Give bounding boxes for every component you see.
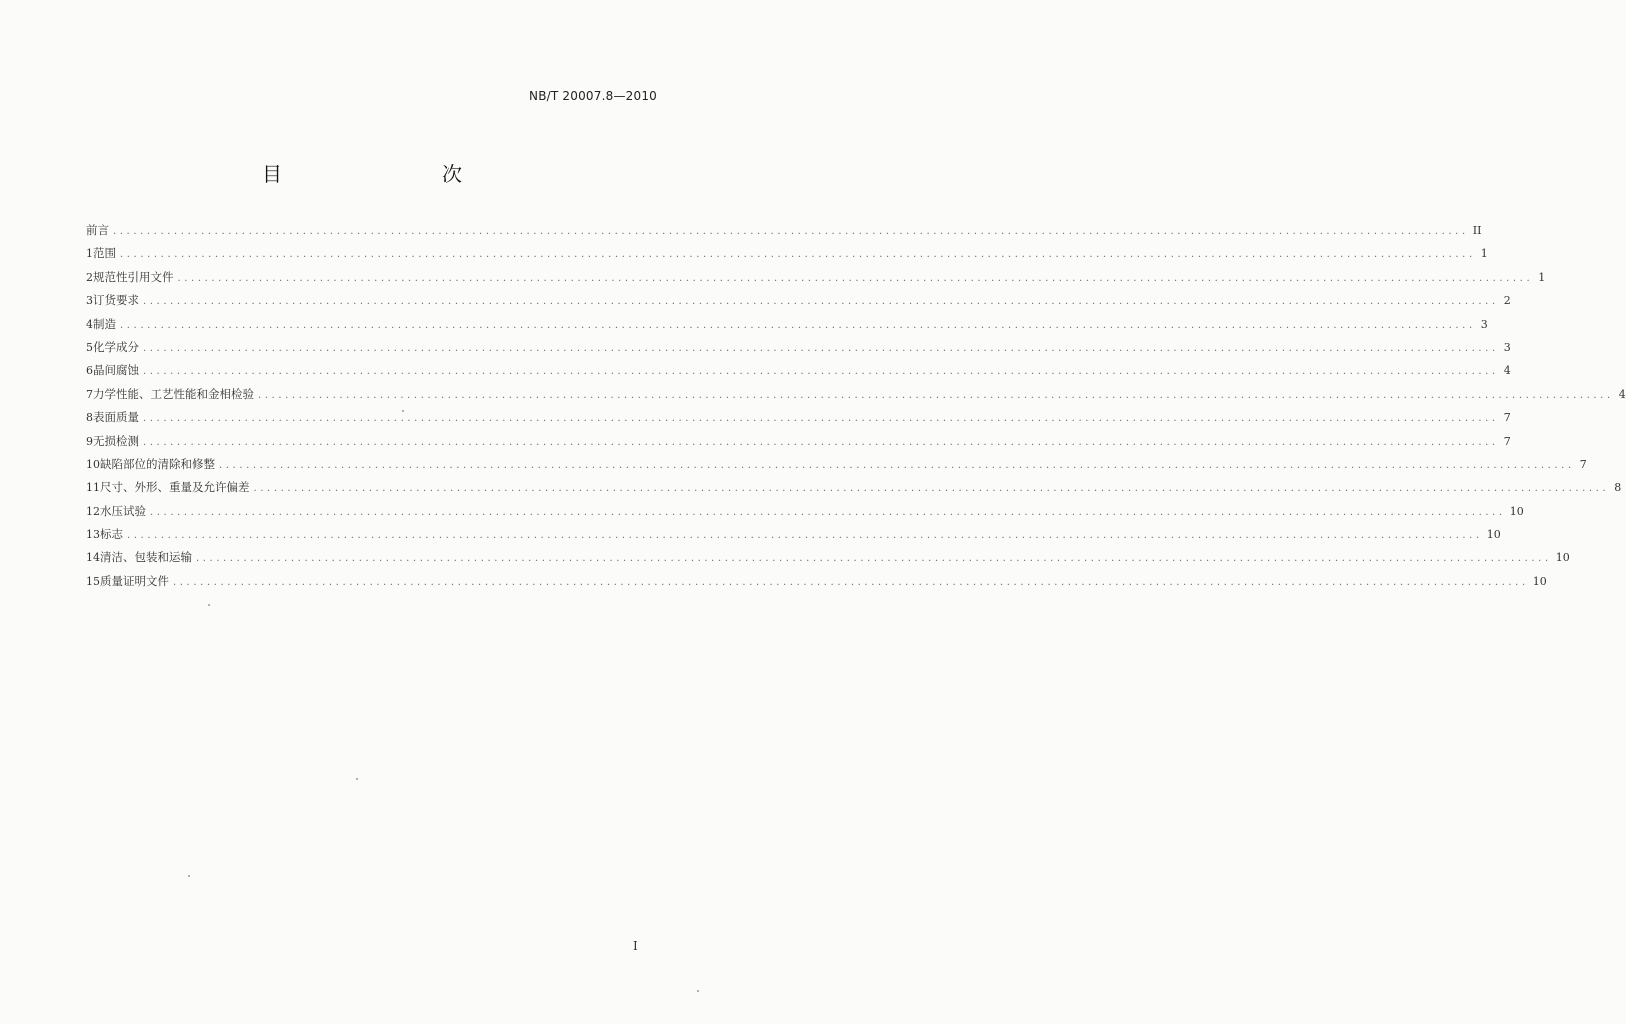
toc-entry-label: 订货要求: [93, 293, 139, 308]
toc-entry-label: 力学性能、工艺性能和金相检验: [93, 386, 254, 401]
toc-entry-page: 10: [1486, 528, 1501, 542]
toc-entry-number: 13: [86, 528, 100, 542]
toc-entry-label: 清洁、包装和运输: [100, 550, 192, 565]
dot-leader: ........................................................................................................................................................................................................: [258, 389, 1614, 401]
toc-entry-page: 3: [1503, 340, 1511, 354]
scan-speck: [356, 778, 358, 780]
scan-speck: [697, 990, 699, 992]
toc-entry-label: 制造: [93, 316, 116, 331]
toc-entry: [86, 430, 1511, 453]
dot-leader: ........................................................................................................................................................................................................: [173, 576, 1529, 588]
dot-leader: ........................................................................................................................................................................................................: [196, 553, 1552, 565]
dot-leader: ........................................................................................................................................................................................................: [219, 459, 1575, 471]
toc-entry: [86, 359, 1511, 382]
toc-entry-number: 14: [86, 551, 100, 565]
toc-entry-page: 7: [1503, 434, 1511, 448]
toc-entry: [86, 313, 1488, 336]
toc-entry-page: 1: [1538, 270, 1546, 284]
dot-leader: ........................................................................................................................................................................................................: [150, 506, 1506, 518]
page-title: 目 次: [262, 162, 502, 186]
toc-entry: [86, 266, 1546, 289]
toc-entry-number: 6: [86, 364, 93, 378]
toc-entry: [86, 476, 1622, 499]
toc-entry-page: 4: [1618, 387, 1626, 401]
toc-entry-label: 尺寸、外形、重量及允许偏差: [100, 480, 250, 495]
toc-entry: [86, 336, 1511, 359]
toc-entry-page: 10: [1509, 504, 1524, 518]
toc-entry-page: 7: [1503, 411, 1511, 425]
dot-leader: ........................................................................................................................................................................................................: [143, 342, 1499, 354]
toc-entry-number: 5: [86, 340, 93, 354]
toc-entry: [86, 523, 1501, 546]
toc-entry-page: 10: [1532, 574, 1547, 588]
dot-leader: ........................................................................................................................................................................................................: [120, 319, 1476, 331]
toc-entry-number: 11: [86, 481, 100, 495]
toc-entry-label: 化学成分: [93, 339, 139, 354]
dot-leader: ........................................................................................................................................................................................................: [143, 436, 1499, 448]
toc-entry-page: 7: [1579, 457, 1587, 471]
toc-entry-label: 无损检测: [93, 433, 139, 448]
toc-entry-page: 3: [1480, 317, 1488, 331]
dot-leader: ........................................................................................................................................................................................................: [143, 296, 1499, 308]
table-of-contents: [86, 219, 1626, 593]
toc-entry: [86, 570, 1547, 593]
toc-entry-number: 8: [86, 411, 93, 425]
dot-leader: ........................................................................................................................................................................................................: [113, 226, 1469, 237]
dot-leader: ........................................................................................................................................................................................................: [253, 483, 1610, 495]
scan-speck: [402, 410, 404, 412]
toc-entry-page: 2: [1503, 294, 1511, 308]
toc-entry-label: 前言: [86, 223, 109, 237]
scan-speck: [208, 604, 210, 606]
page-folio: I: [633, 939, 638, 953]
toc-entry: [86, 242, 1488, 265]
toc-entry-label: 规范性引用文件: [93, 269, 174, 284]
toc-entry-label: 质量证明文件: [100, 573, 169, 588]
dot-leader: ........................................................................................................................................................................................................: [120, 249, 1476, 261]
toc-entry-number: 3: [86, 294, 93, 308]
toc-entry-page: 4: [1503, 364, 1511, 378]
toc-entry-page: 10: [1555, 551, 1570, 565]
toc-entry-number: 2: [86, 270, 93, 284]
toc-entry-label: 标志: [100, 527, 123, 542]
toc-entry: [86, 383, 1626, 406]
toc-entry-page: 1: [1480, 247, 1488, 261]
toc-entry-number: 7: [86, 387, 93, 401]
toc-entry-number: 4: [86, 317, 93, 331]
toc-entry: [86, 219, 1482, 242]
toc-entry-page: 8: [1614, 481, 1622, 495]
toc-entry-label: 缺陷部位的清除和修整: [100, 456, 215, 471]
toc-entry-label: 表面质量: [93, 410, 139, 425]
toc-entry-number: 10: [86, 457, 100, 471]
toc-entry-number: 15: [86, 574, 100, 588]
toc-entry-label: 水压试验: [100, 503, 146, 518]
toc-entry: [86, 546, 1570, 569]
toc-entry-label: 范围: [93, 246, 116, 261]
dot-leader: ........................................................................................................................................................................................................: [177, 272, 1534, 284]
scan-speck: [188, 875, 190, 877]
toc-entry-number: 9: [86, 434, 93, 448]
toc-entry: [86, 453, 1587, 476]
toc-entry: [86, 500, 1524, 523]
toc-entry-page: II: [1472, 224, 1482, 237]
toc-entry-label: 晶间腐蚀: [93, 363, 139, 378]
dot-leader: ........................................................................................................................................................................................................: [143, 413, 1499, 425]
toc-entry: [86, 406, 1511, 429]
toc-entry: [86, 289, 1511, 312]
toc-entry-number: 1: [86, 247, 93, 261]
dot-leader: ........................................................................................................................................................................................................: [127, 530, 1483, 542]
toc-entry-number: 12: [86, 504, 100, 518]
document-number: NB/T 20007.8—2010: [529, 89, 657, 103]
dot-leader: ........................................................................................................................................................................................................: [143, 366, 1499, 378]
